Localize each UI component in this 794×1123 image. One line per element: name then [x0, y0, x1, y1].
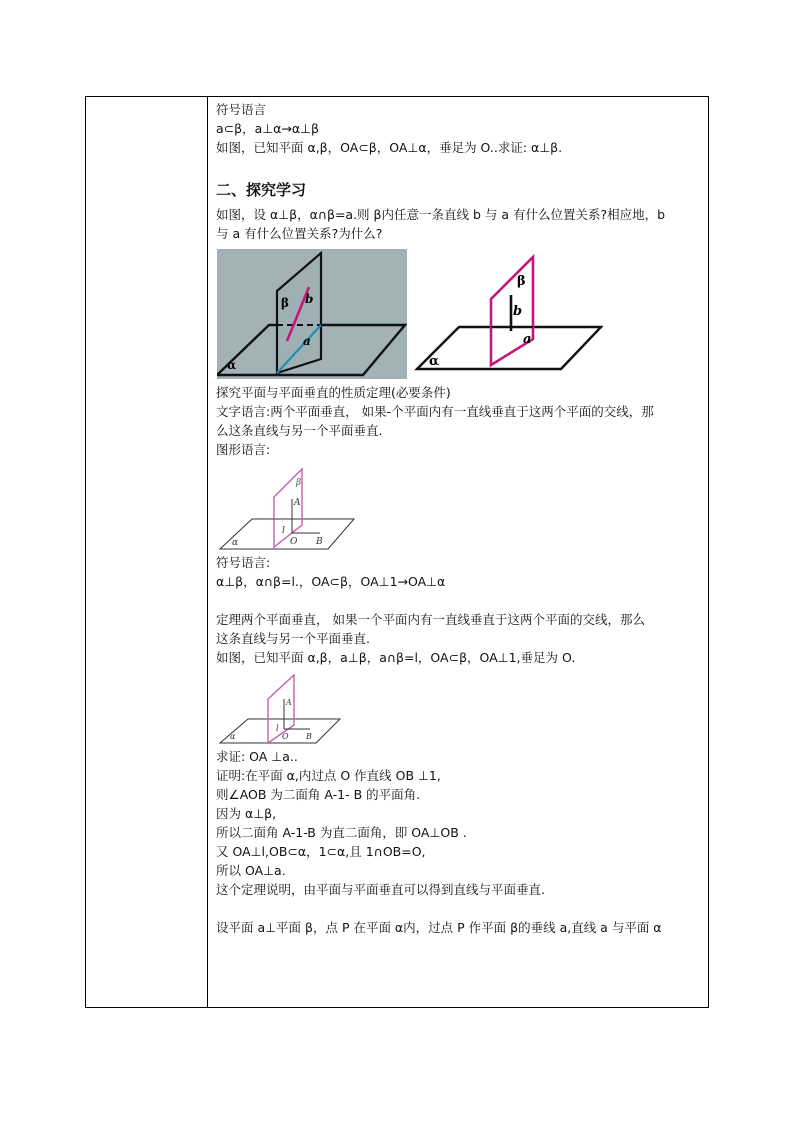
- theorem-title: 探究平面与平面垂直的性质定理(必要条件): [216, 385, 451, 400]
- label-alpha-4: α: [230, 732, 236, 741]
- label-beta-3: β: [296, 478, 302, 488]
- label-O: O: [290, 537, 298, 547]
- symbol-language-title: 符号语言: [216, 102, 267, 117]
- proof-line-8: 这个定理说明，由平面与平面垂直可以得到直线与平面垂直.: [216, 882, 545, 897]
- theorem-given: 如图，已知平面 α,β，a⊥β，a∩β=l，OA⊂β，OA⊥1,垂足为 O.: [216, 650, 576, 665]
- proof-line-1: 求证: OA ⊥a..: [216, 749, 298, 764]
- figure-planes-photo: [217, 249, 407, 379]
- graphic-language-title: 图形语言:: [216, 442, 271, 457]
- theorem-statement-1: 定理两个平面垂直， 如果一个平面内有一直线垂直于这两个平面的交线，那么: [216, 612, 645, 627]
- figure-planes-diagram: [411, 249, 603, 379]
- label-A: A: [294, 498, 301, 508]
- table-column-divider: [207, 97, 208, 1007]
- proof-line-3: 则∠AOB 为二面角 A-1- B 的平面角.: [216, 787, 421, 802]
- proof-line-2: 证明:在平面 α,内过点 O 作直线 OB ⊥1,: [216, 768, 441, 783]
- text-language-2: 么这条直线与另一个平面垂直.: [216, 423, 383, 438]
- label-alpha-3: α: [232, 538, 239, 548]
- symbol-language-formula-2: α⊥β，α∩β=l.，OA⊂β，OA⊥1→OA⊥α: [216, 574, 446, 589]
- question-line-2: 与 a 有什么位置关系?为什么?: [216, 226, 383, 241]
- exercise-line-1: 设平面 a⊥平面 β，点 P 在平面 α内，过点 P 作平面 β的垂线 a,直线 a 与平面 α: [216, 920, 662, 935]
- label-B: B: [316, 537, 323, 547]
- label-beta: β: [281, 296, 289, 310]
- figure-proof: [216, 669, 344, 747]
- figure-theorem: [216, 461, 358, 553]
- theorem-statement-2: 这条直线与另一个平面垂直.: [216, 631, 370, 646]
- example-statement: 如图，已知平面 α,β，OA⊂β，OA⊥α，垂足为 O..求证: α⊥β.: [216, 140, 563, 155]
- proof-line-7: 所以 OA⊥a.: [216, 863, 286, 878]
- label-a: a: [303, 334, 311, 348]
- label-alpha-2: α: [429, 354, 440, 369]
- section-heading-explore: 二、探究学习: [216, 181, 307, 199]
- label-b-2: b: [513, 304, 523, 319]
- figure-row: [216, 249, 702, 383]
- label-B-2: B: [306, 732, 312, 741]
- content-table: [85, 96, 709, 1008]
- label-l: l: [282, 526, 285, 536]
- symbol-language-title-2: 符号语言:: [216, 555, 271, 570]
- symbol-formula: a⊂β，a⊥α→α⊥β: [216, 121, 319, 136]
- proof-line-4: 因为 α⊥β,: [216, 806, 277, 821]
- table-cell-content: [216, 97, 702, 937]
- label-alpha: α: [227, 358, 237, 372]
- proof-line-5: 所以二面角 A-1-B 为直二面角，即 OA⊥OB .: [216, 825, 467, 840]
- text-language-1: 文字语言:两个平面垂直， 如果-个平面内有一直线垂直于这两个平面的交线，那: [216, 404, 654, 419]
- proof-line-6: 又 OA⊥l,OB⊂α，1⊂α,且 1∩OB=O,: [216, 844, 426, 859]
- label-O-2: O: [282, 732, 289, 741]
- label-A-2: A: [286, 698, 292, 707]
- label-beta-2: β: [517, 274, 526, 289]
- label-a-2: a: [523, 332, 532, 347]
- label-b: b: [305, 292, 314, 306]
- label-l-2: l: [276, 724, 279, 733]
- question-line-1: 如图，设 α⊥β，α∩β=a.则 β内任意一条直线 b 与 a 有什么位置关系?相应地，b: [216, 207, 666, 222]
